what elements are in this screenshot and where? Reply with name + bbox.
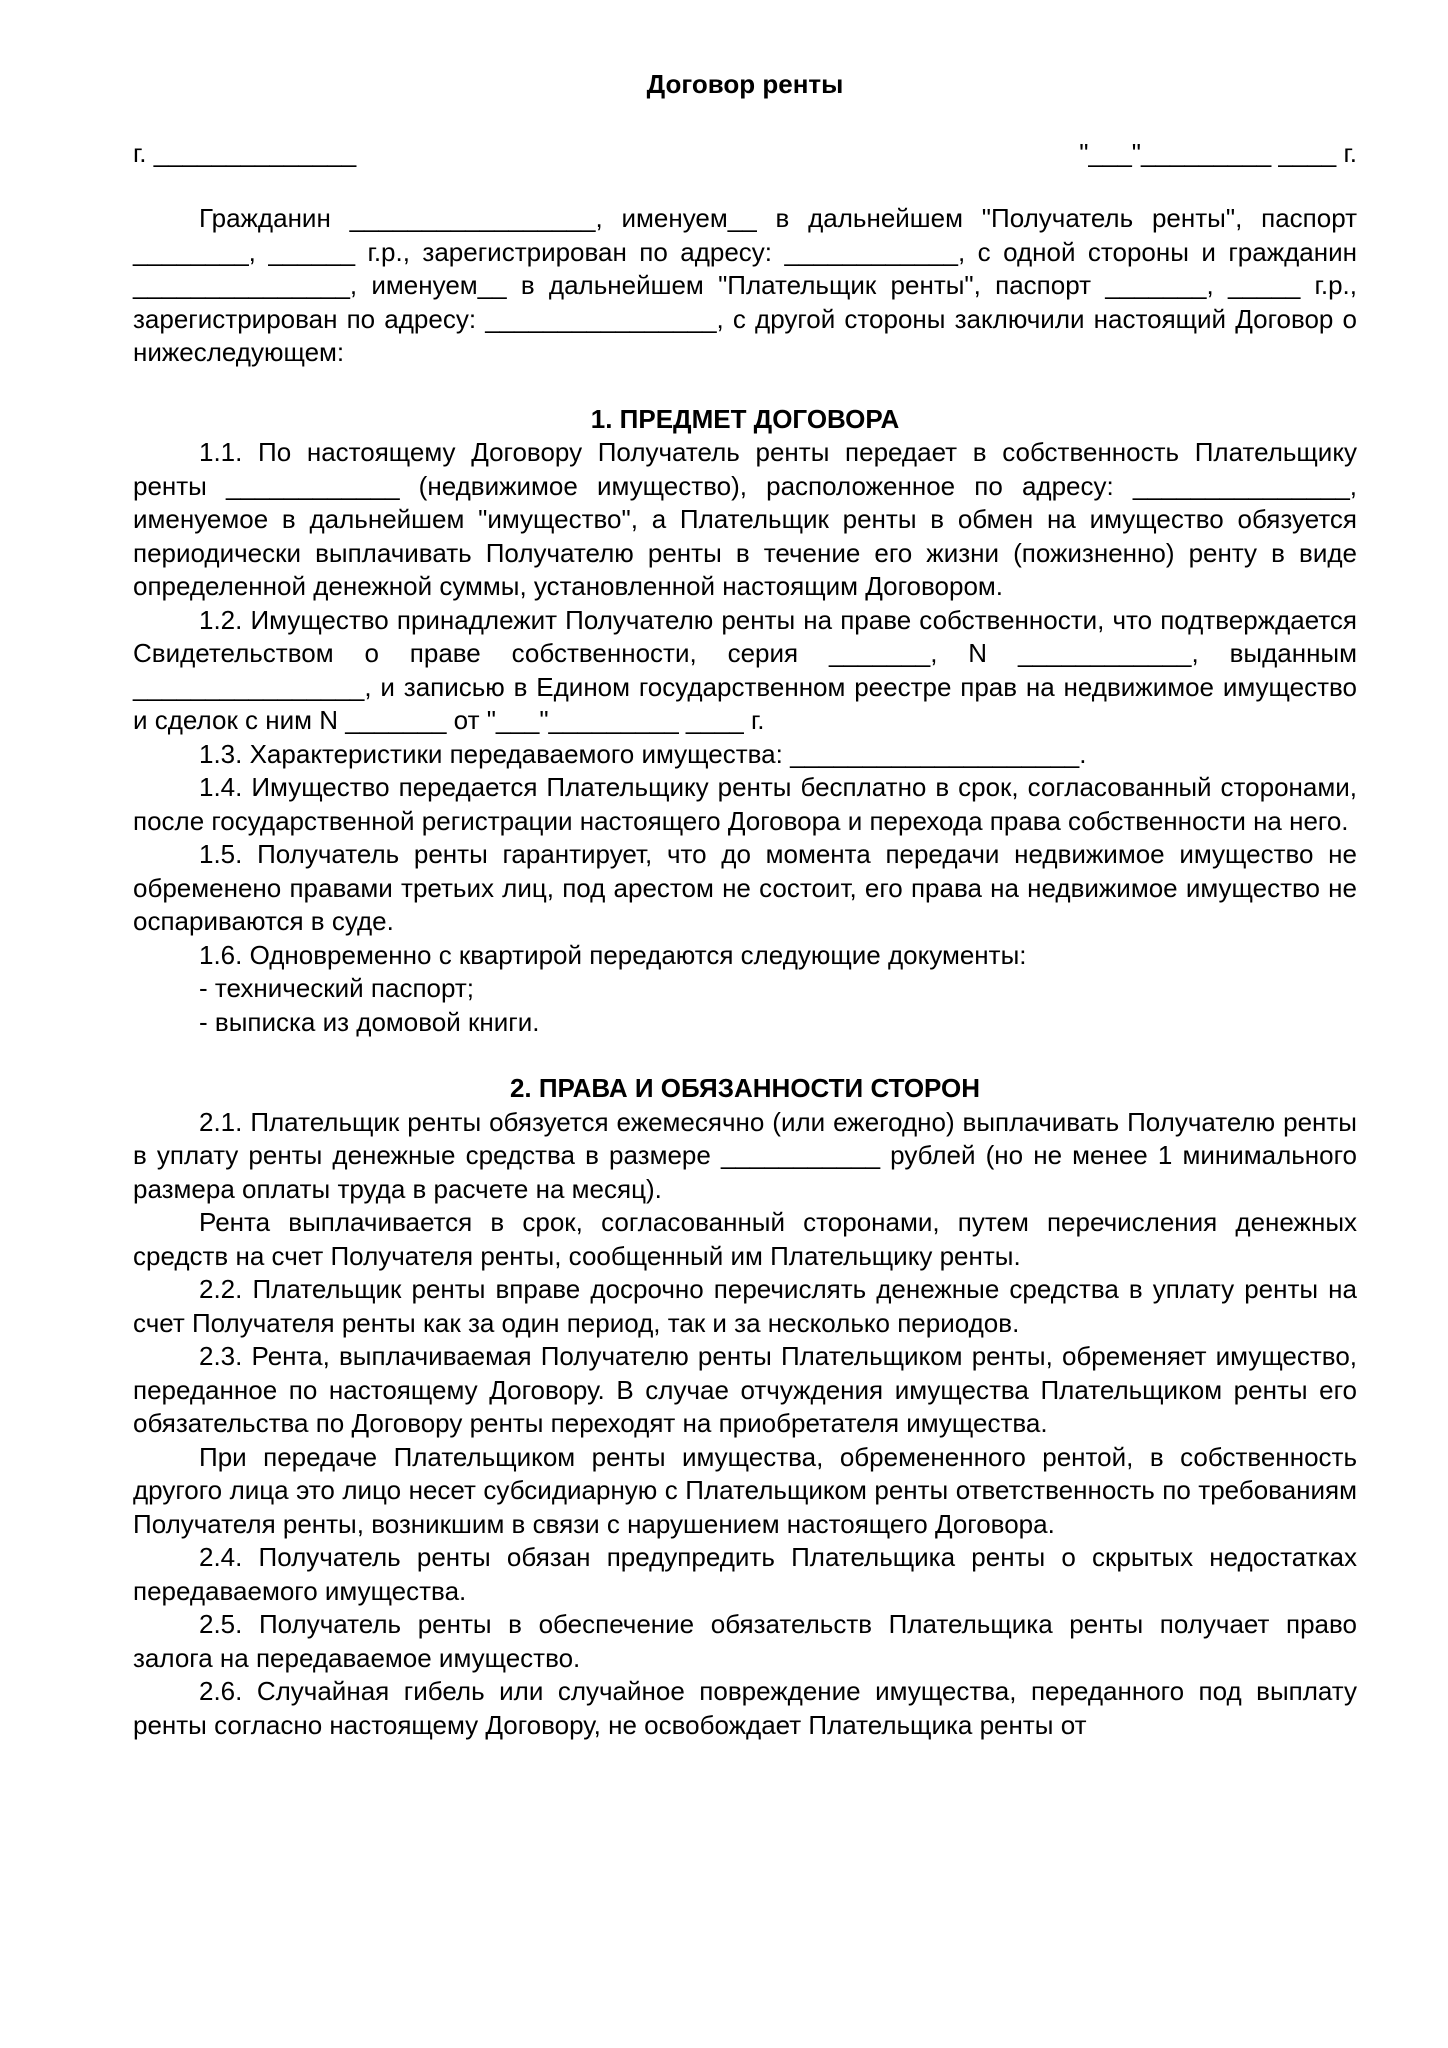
paragraph: 2.1. Плательщик ренты обязуется ежемесячно (или ежегодно) выплачивать Получателю ренты в уплату ренты денежные средства в размере ___________ рублей (но не менее 1 минимального размера оплаты труда в расчете на месяц). <box>133 1106 1357 1204</box>
paragraph: Рента выплачивается в срок, согласованный сторонами, путем перечисления денежных средств на счет Получателя ренты, сообщенный им Плательщику ренты. <box>133 1207 1357 1271</box>
paragraph: При передаче Плательщиком ренты имущества, обремененного рентой, в собственность другого лица это лицо несет субсидиарную с Плательщиком ренты ответственность по требованиям Получателя ренты, возникшим в связи с нарушением настоящего Договора. <box>133 1441 1357 1539</box>
paragraph: 2.2. Плательщик ренты вправе досрочно перечислять денежные средства в уплату ренты на счет Получателя ренты как за один период, так и за несколько периодов. <box>133 1274 1357 1338</box>
document-page <box>133 0 1357 2048</box>
list-item: - выписка из домовой книги. <box>199 1006 540 1037</box>
date-field: "___"_________ ____ г. <box>1079 138 1357 168</box>
section-heading: 2. ПРАВА И ОБЯЗАННОСТИ СТОРОН <box>509 1073 981 1103</box>
place-date-line <box>133 136 1357 170</box>
paragraph: 1.4. Имущество передается Плательщику ренты бесплатно в срок, согласованный сторонами, после государственной регистрации настоящего Договора и перехода права собственности на него. <box>133 772 1357 836</box>
paragraph: 2.3. Рента, выплачиваемая Получателю ренты Плательщиком ренты, обременяет имущество, переданное по настоящему Договору. В случае отчуждения имущества Плательщиком ренты его обязательства по Договору ренты переходят на приобретателя имущества. <box>133 1341 1357 1438</box>
paragraph: 1.1. По настоящему Договору Получатель ренты передает в собственность Плательщику ренты ____________ (недвижимое имущество), расположенное по адресу: _______________, именуемое в дальнейшем "имущество", а Плательщик ренты в обмен на имущество обязуется периодически выплачивать Получателю ренты в течение его жизни (пожизненно) ренту в виде определенной денежной суммы, установленной настоящим Договором. <box>133 437 1357 601</box>
paragraph: 2.6. Случайная гибель или случайное повреждение имущества, переданного под выплату ренты согласно настоящему Договору, не освобождает Плательщика ренты от <box>133 1676 1357 1740</box>
paragraph: 1.6. Одновременно с квартирой передаются следующие документы: <box>199 939 1027 970</box>
section-heading: 1. ПРЕДМЕТ ДОГОВОРА <box>590 403 900 434</box>
list-item: - технический паспорт; <box>199 973 475 1003</box>
document-title: Договор ренты <box>646 69 844 99</box>
document-body <box>133 202 1357 1742</box>
place-field: г. ______________ <box>133 138 357 168</box>
paragraph: 2.4. Получатель ренты обязан предупредить Плательщика ренты о скрытых недостатках передаваемого имущества. <box>133 1542 1357 1606</box>
paragraph: 2.5. Получатель ренты в обеспечение обязательств Плательщика ренты получает право залога на передаваемое имущество. <box>133 1609 1357 1673</box>
paragraph: 1.5. Получатель ренты гарантирует, что до момента передачи недвижимое имущество не обременено правами третьих лиц, под арестом не состоит, его права на недвижимое имущество не оспариваются в суде. <box>133 839 1357 936</box>
paragraph: 1.2. Имущество принадлежит Получателю ренты на праве собственности, что подтверждается Свидетельством о праве собственности, серия _______, N ____________, выданным ________________, и записью в Едином государственном реестре прав на недвижимое имущество и сделок с ним N _______ от "___"_________ ____ г. <box>133 604 1357 735</box>
intro-paragraph: Гражданин _________________, именуем__ в дальнейшем "Получатель ренты", паспорт ________, ______ г.р., зарегистрирован по адресу: ____________, с одной стороны и гражданин _______________, именуем__ в дальнейшем "Плательщик ренты", паспорт _______, _____ г.р., зарегистрирован по адресу: ________________, с другой стороны заключили настоящий Договор о нижеследующем: <box>133 203 1357 367</box>
paragraph: 1.3. Характеристики передаваемого имущества: ____________________. <box>199 738 1087 769</box>
